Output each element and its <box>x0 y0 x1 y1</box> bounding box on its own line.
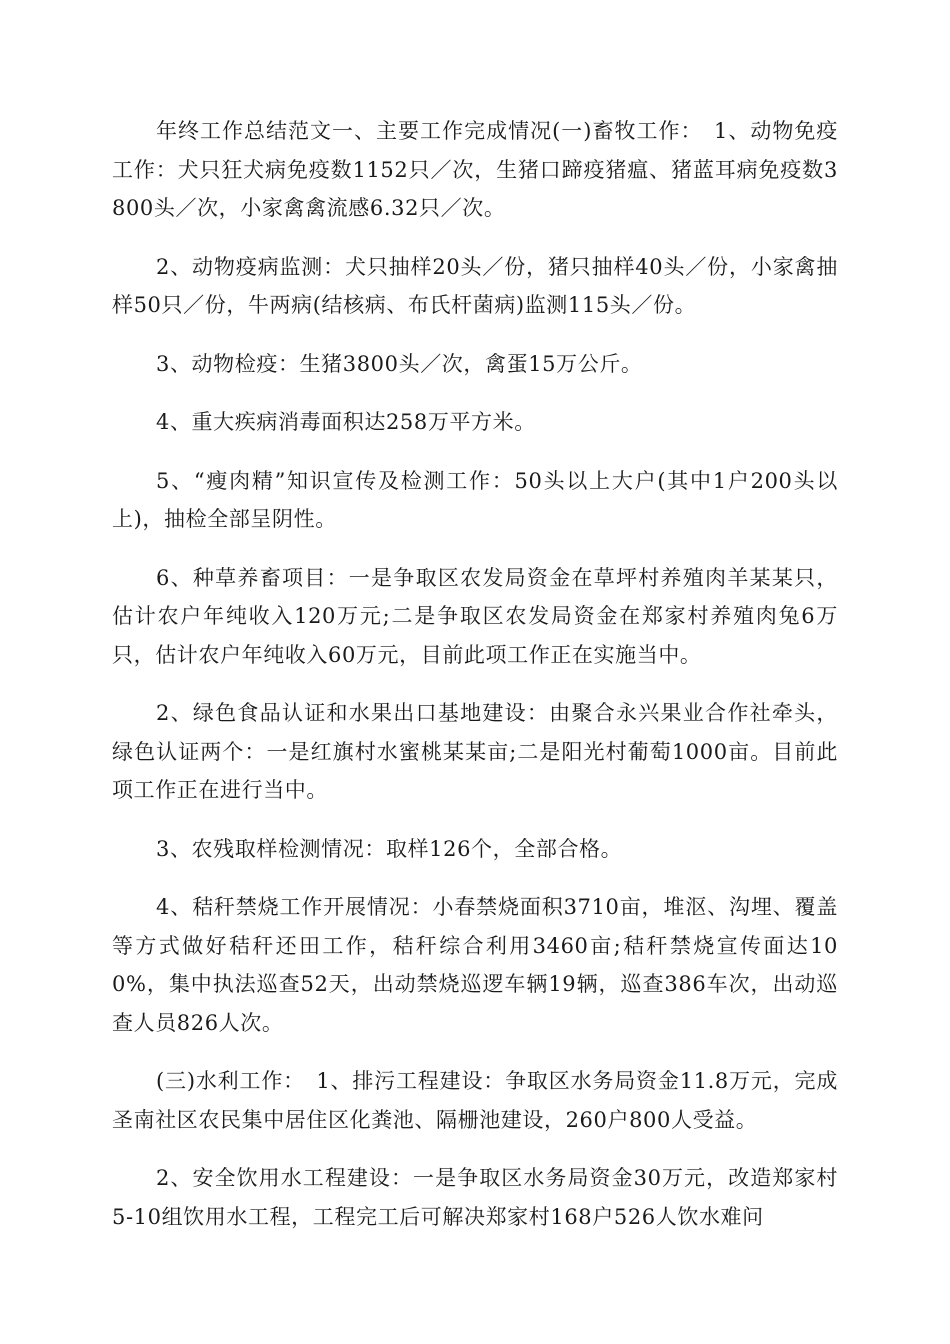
paragraph-4: 4、重大疾病消毒面积达258万平方米。 <box>156 410 536 434</box>
paragraph-7: 2、绿色食品认证和水果出口基地建设：由聚合永兴果业合作社牵头，绿色认证两个：一是红旗村水蜜桃某某亩;二是阳光村葡萄1000亩。目前此项工作正在进行当中。 <box>112 701 838 802</box>
paragraph-1: 年终工作总结范文一、主要工作完成情况(一)畜牧工作： 1、动物免疫工作：犬只狂犬病免疫数1152只／次，生猪口蹄疫猪瘟、猪蓝耳病免疫数3800头／次，小家禽禽流感6.32只／次。 <box>112 119 838 220</box>
paragraph-3: 3、动物检疫：生猪3800头／次，禽蛋15万公斤。 <box>156 351 643 376</box>
paragraph-9: 4、秸秆禁烧工作开展情况：小春禁烧面积3710亩，堆沤、沟埋、覆盖等方式做好秸秆还田工作，秸秆综合利用3460亩;秸秆禁烧宣传面达100%，集中执法巡查52天，出动禁烧巡逻车辆19辆，巡查386车次，出动巡查人员826人次。 <box>112 895 838 1035</box>
paragraph-5: 5、“瘦肉精”知识宣传及检测工作：50头以上大户(其中1户200头以上)，抽检全部呈阴性。 <box>112 468 838 531</box>
document-body <box>112 112 838 1256</box>
paragraph-10: (三)水利工作： 1、排污工程建设：争取区水务局资金11.8万元，完成圣南社区农民集中居住区化粪池、隔栅池建设，260户800人受益。 <box>112 1069 838 1132</box>
paragraph-11: 2、安全饮用水工程建设：一是争取区水务局资金30万元，改造郑家村5-10组饮用水工程，工程完工后可解决郑家村168户526人饮水难问 <box>112 1166 838 1229</box>
paragraph-8: 3、农残取样检测情况：取样126个，全部合格。 <box>156 836 623 861</box>
paragraph-2: 2、动物疫病监测：犬只抽样20头／份，猪只抽样40头／份，小家禽抽样50只／份，牛两病(结核病、布氏杆菌病)监测115头／份。 <box>112 254 838 317</box>
paragraph-6: 6、种草养畜项目：一是争取区农发局资金在草坪村养殖肉羊某某只，估计农户年纯收入120万元;二是争取区农发局资金在郑家村养殖肉兔6万只，估计农户年纯收入60万元，目前此项工作正在实施当中。 <box>112 565 838 667</box>
